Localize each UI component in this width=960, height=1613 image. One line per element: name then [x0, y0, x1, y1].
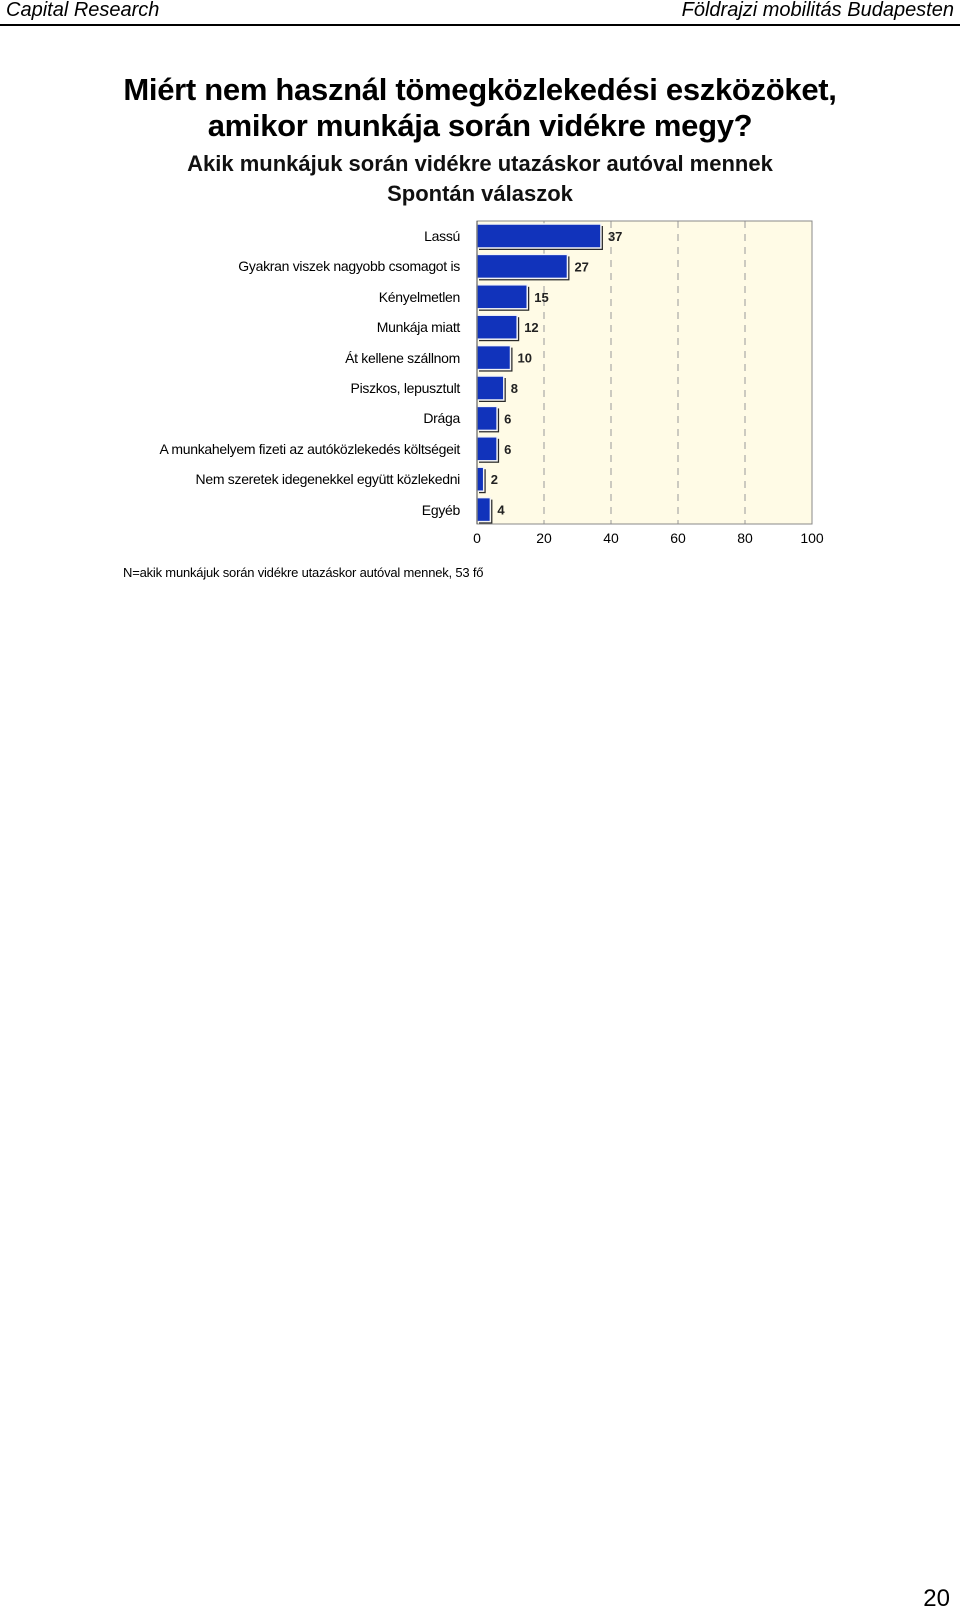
category-label: Kényelmetlen	[378, 288, 460, 305]
chart-title-line1: Miért nem használ tömegközlekedési eszközöket,	[123, 72, 837, 107]
bar-2	[477, 254, 567, 278]
category-label: A munkahelyem fizeti az autóközlekedés költségeit	[159, 440, 460, 457]
value-label-4: 12	[524, 320, 539, 336]
bar-5	[477, 346, 511, 370]
category-label: Drága	[423, 410, 460, 427]
bar-3	[477, 285, 527, 309]
bar-1	[477, 224, 601, 248]
category-label: Nem szeretek idegenekkel együtt közlekedni	[195, 471, 460, 488]
page-number: 20	[923, 1585, 950, 1612]
footnote: N=akik munkájuk során vidékre utazáskor autóval mennek, 53 fő	[123, 565, 484, 580]
category-label: Munkája miatt	[376, 319, 460, 336]
bar-4	[477, 315, 517, 339]
x-tick-label-0: 0	[473, 530, 481, 546]
x-tick-label-40: 40	[603, 530, 619, 546]
value-label-9: 2	[490, 472, 498, 488]
value-label-6: 8	[510, 381, 519, 396]
bar-10	[477, 498, 490, 522]
category-label: Lassú	[424, 228, 460, 244]
header-left: Capital Research	[6, 0, 160, 21]
chart-subtitle-line2: Spontán válaszok	[387, 181, 573, 206]
bar-8	[477, 437, 497, 461]
value-label-1: 37	[607, 229, 623, 244]
category-label: Gyakran viszek nagyobb csomagot is	[238, 258, 460, 275]
value-label-10: 4	[497, 502, 505, 518]
category-label: Piszkos, lepusztult	[350, 380, 460, 396]
category-label: Egyéb	[421, 501, 460, 518]
value-label-2: 27	[574, 259, 589, 275]
category-label: Át kellene szállnom	[345, 349, 460, 366]
x-tick-label-60: 60	[670, 530, 686, 546]
value-label-8: 6	[504, 441, 512, 457]
value-label-7: 6	[504, 411, 512, 427]
value-label-5: 10	[517, 350, 532, 366]
x-tick-label-100: 100	[800, 530, 824, 546]
bar-7	[477, 406, 497, 430]
x-tick-label-80: 80	[737, 530, 753, 546]
bar-6	[477, 376, 504, 400]
bar-chart	[0, 0, 960, 600]
chart-title-line2: amikor munkája során vidékre megy?	[207, 108, 753, 143]
x-tick-label-20: 20	[536, 530, 552, 546]
bar-9	[477, 467, 484, 491]
chart-subtitle-line1: Akik munkájuk során vidékre utazáskor autóval mennek	[187, 151, 773, 176]
value-label-3: 15	[534, 289, 549, 305]
header-right: Földrajzi mobilitás Budapesten	[681, 0, 954, 21]
